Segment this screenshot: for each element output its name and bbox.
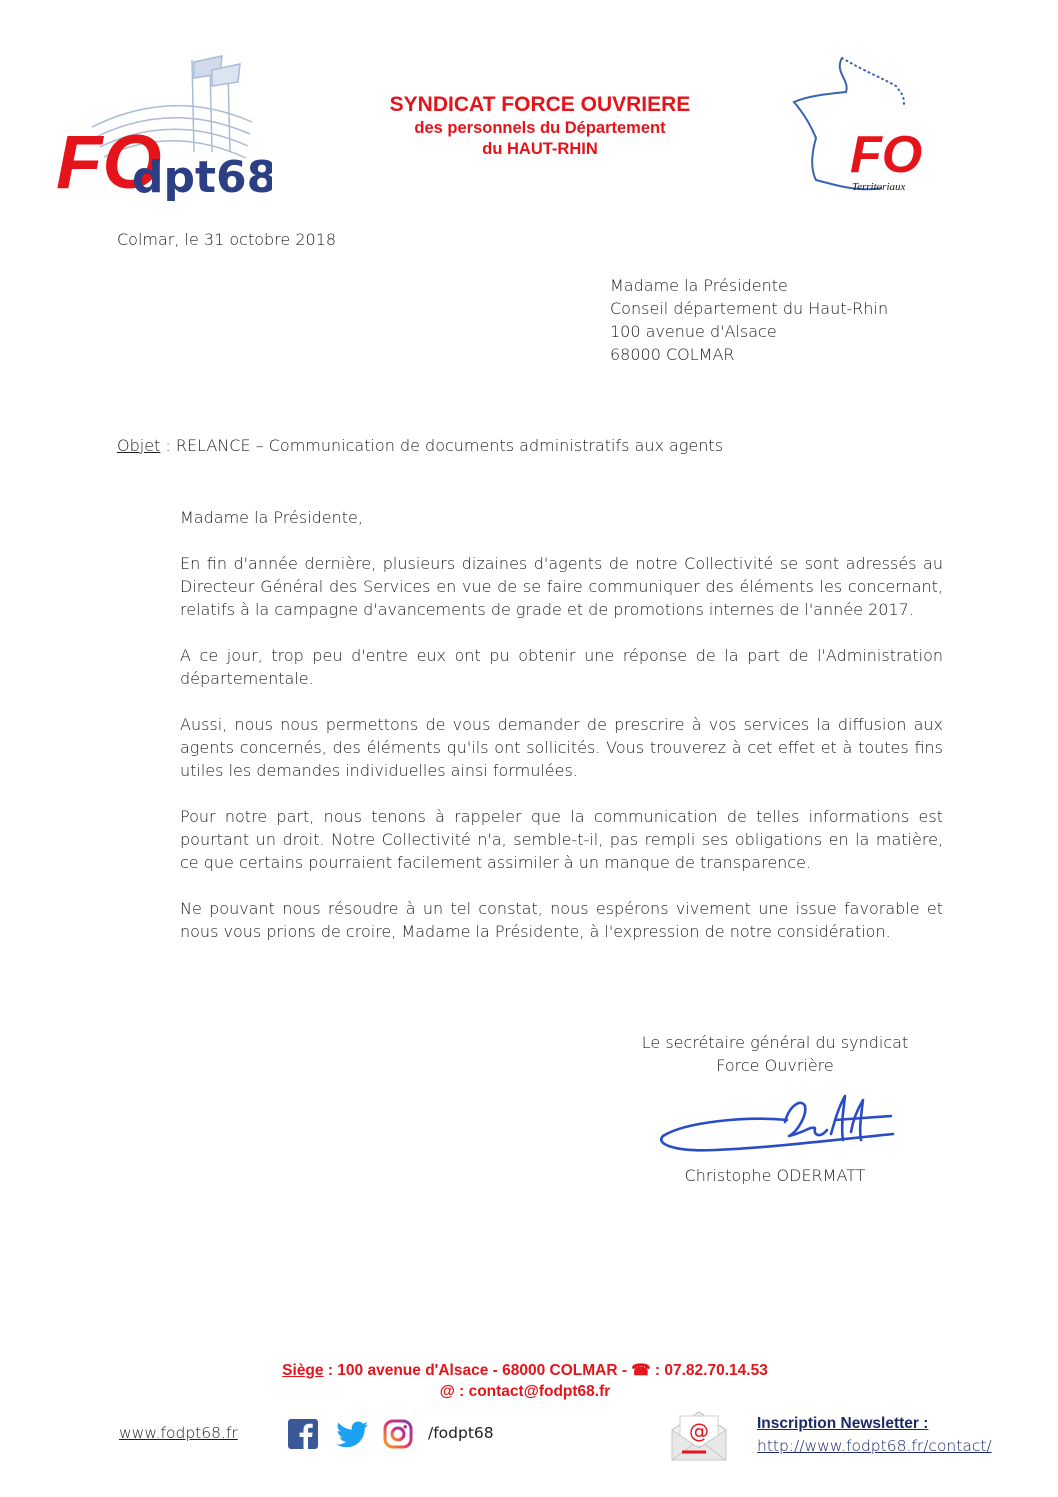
siege-label: Siège: [282, 1362, 324, 1379]
recipient-address: [610, 274, 888, 366]
signature-role: Le secrétaire général du syndicat: [641, 1033, 909, 1052]
svg-text:@: @: [689, 1419, 709, 1443]
subject-text: : RELANCE – Communication de documents administratifs aux agents: [160, 436, 724, 455]
signature: [655, 1092, 900, 1158]
fo-dpt68-logo: [52, 52, 272, 202]
body-paragraph: Pour notre part, nous tenons à rappeler que la communication de telles informations est pourtant un droit. Notre Collectivité n'a, semble-t-il, pas rempli ses obligations en la matière, ce que certains pourraient facilement assimiler à un manque de transparence.: [180, 807, 943, 872]
fo-territoriaux-logo: [786, 52, 926, 202]
newsletter-title: Inscription Newsletter :: [757, 1415, 929, 1432]
letter-subject: [117, 434, 723, 457]
signer-name: Christophe ODERMATT: [684, 1166, 866, 1185]
footer-email[interactable]: @ : contact@fodpt68.fr: [439, 1383, 611, 1400]
facebook-icon[interactable]: [287, 1418, 319, 1450]
union-header: [300, 92, 780, 160]
twitter-icon[interactable]: [335, 1418, 367, 1450]
letter-body: [180, 506, 943, 966]
social-handle: /fodpt68: [428, 1424, 494, 1442]
union-subtitle-line1: des personnels du Département: [414, 119, 666, 137]
recipient-line: 68000 COLMAR: [610, 345, 735, 364]
subject-label: Objet: [117, 436, 161, 455]
signature-title: [600, 1031, 950, 1077]
website-link[interactable]: www.fodpt68.fr: [119, 1424, 238, 1442]
signature-organisation: Force Ouvrière: [716, 1056, 834, 1075]
recipient-line: 100 avenue d'Alsace: [610, 322, 777, 341]
instagram-icon[interactable]: [382, 1418, 414, 1450]
place-date: Colmar, le 31 octobre 2018: [117, 230, 337, 249]
salutation: Madame la Présidente,: [180, 508, 363, 527]
footer-contact: [200, 1360, 850, 1402]
svg-text:Territoriaux: Territoriaux: [852, 181, 906, 193]
svg-text:FO: FO: [850, 126, 923, 184]
union-subtitle-line2: du HAUT-RHIN: [482, 140, 598, 158]
newsletter-link[interactable]: http://www.fodpt68.fr/contact/: [757, 1437, 992, 1455]
footer-address-line: [200, 1360, 850, 1381]
union-name: SYNDICAT FORCE OUVRIERE: [389, 93, 691, 116]
recipient-line: Conseil département du Haut-Rhin: [610, 299, 889, 318]
newsletter-block: [757, 1413, 992, 1457]
body-paragraph: Ne pouvant nous résoudre à un tel constat, nous espérons vivement une issue favorable et nous vous prions de croire, Madame la Présidente, à l'expression de notre considération.: [180, 899, 943, 941]
body-paragraph: Aussi, nous nous permettons de vous demander de prescrire à vos services la diffusion aux agents concernés, des éléments qu'ils ont sollicités. Vous trouverez à cet effet et à toutes fins utiles les demandes individuelles ainsi formulées.: [180, 715, 943, 780]
siege-text: : 100 avenue d'Alsace - 68000 COLMAR - ☎ : 07.82.70.14.53: [323, 1362, 768, 1379]
body-paragraph: A ce jour, trop peu d'entre eux ont pu obtenir une réponse de la part de l'Administration départementale.: [180, 646, 943, 688]
svg-text:FO: FO: [56, 120, 162, 202]
recipient-line: Madame la Présidente: [610, 276, 788, 295]
body-paragraph: En fin d'année dernière, plusieurs dizaines d'agents de notre Collectivité se sont adressés au Directeur Général des Services en vue de se faire communiquer des éléments les concernant, relatifs à la campagne d'avancements de grade et de promotions internes de l'année 2017.: [180, 554, 943, 619]
newsletter-envelope-icon: [668, 1408, 730, 1464]
svg-text:dpt68: dpt68: [132, 152, 272, 202]
